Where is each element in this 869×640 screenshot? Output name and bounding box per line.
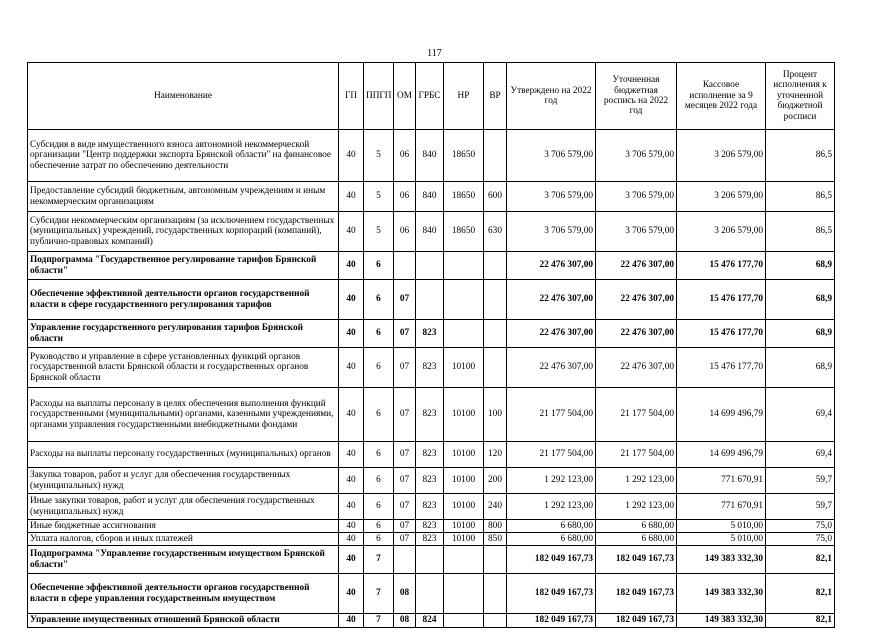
- cell-name: Расходы на выплаты персоналу в целях обеспечения выполнения функций государственными (муниципальными) органами, казенными учреждениями, органами управления государственными внебюджетными фондами: [28, 388, 339, 442]
- table-row: [28, 614, 835, 628]
- cell-approved: 22 476 307,00: [507, 348, 596, 388]
- cell-refined: 6 680,00: [596, 533, 677, 546]
- cell-nr: [444, 614, 484, 628]
- cell-ppgp: 6: [364, 520, 394, 533]
- cell-approved: 6 680,00: [507, 520, 596, 533]
- table-row: [28, 348, 835, 388]
- table-row: [28, 442, 835, 468]
- cell-cash: 771 670,91: [677, 468, 766, 494]
- cell-vr: [484, 574, 507, 614]
- cell-ppgp: 5: [364, 212, 394, 252]
- cell-cash: 3 206 579,00: [677, 130, 766, 182]
- cell-approved: 3 706 579,00: [507, 212, 596, 252]
- cell-approved: 1 292 123,00: [507, 468, 596, 494]
- table-row: [28, 468, 835, 494]
- cell-name: Иные бюджетные ассигнования: [28, 520, 339, 533]
- cell-percent: 68,9: [766, 280, 835, 320]
- cell-gp: 40: [339, 388, 364, 442]
- cell-name: Руководство и управление в сфере установленных функций органов государственной власти Брянской области и государственных органов Брянской области: [28, 348, 339, 388]
- cell-percent: 86,5: [766, 182, 835, 212]
- table-row: [28, 130, 835, 182]
- cell-cash: 5 010,00: [677, 520, 766, 533]
- cell-om: 07: [394, 533, 416, 546]
- cell-name: Подпрограмма "Государственное регулирование тарифов Брянской области": [28, 252, 339, 280]
- cell-cash: 149 383 332,30: [677, 614, 766, 628]
- cell-gp: 40: [339, 520, 364, 533]
- cell-refined: 22 476 307,00: [596, 348, 677, 388]
- cell-cash: 149 383 332,30: [677, 546, 766, 574]
- cell-refined: 21 177 504,00: [596, 388, 677, 442]
- header-name: Наименование: [28, 63, 339, 130]
- cell-gp: 40: [339, 320, 364, 348]
- cell-vr: 240: [484, 494, 507, 520]
- cell-om: 07: [394, 520, 416, 533]
- cell-nr: 10100: [444, 348, 484, 388]
- cell-approved: 3 706 579,00: [507, 182, 596, 212]
- table-row: [28, 252, 835, 280]
- cell-grbs: 824: [416, 614, 444, 628]
- header-cash: Кассовое исполнение за 9 месяцев 2022 года: [677, 63, 766, 130]
- cell-ppgp: 6: [364, 252, 394, 280]
- cell-vr: 850: [484, 533, 507, 546]
- header-ppgp: ППГП: [364, 63, 394, 130]
- cell-cash: 14 699 496,79: [677, 388, 766, 442]
- cell-percent: 69,4: [766, 388, 835, 442]
- header-gp: ГП: [339, 63, 364, 130]
- cell-name: Субсидия в виде имущественного взноса автономной некоммерческой организации "Центр поддержки экспорта Брянской области" на финансовое обеспечение затрат по обеспечению деятельности: [28, 130, 339, 182]
- cell-gp: 40: [339, 533, 364, 546]
- cell-refined: 22 476 307,00: [596, 320, 677, 348]
- header-grbs: ГРБС: [416, 63, 444, 130]
- cell-gp: 40: [339, 182, 364, 212]
- cell-percent: 82,1: [766, 546, 835, 574]
- cell-om: 07: [394, 494, 416, 520]
- cell-grbs: 840: [416, 130, 444, 182]
- cell-nr: 10100: [444, 442, 484, 468]
- cell-cash: 771 670,91: [677, 494, 766, 520]
- cell-om: [394, 546, 416, 574]
- cell-grbs: 840: [416, 212, 444, 252]
- table-row: [28, 574, 835, 614]
- cell-name: Предоставление субсидий бюджетным, автономным учреждениям и иным некоммерческим организациям: [28, 182, 339, 212]
- cell-grbs: 823: [416, 468, 444, 494]
- cell-ppgp: 7: [364, 546, 394, 574]
- table-row: [28, 520, 835, 533]
- table-row: [28, 533, 835, 546]
- cell-gp: 40: [339, 614, 364, 628]
- cell-ppgp: 5: [364, 130, 394, 182]
- cell-cash: 14 699 496,79: [677, 442, 766, 468]
- cell-grbs: 823: [416, 533, 444, 546]
- cell-nr: 18650: [444, 212, 484, 252]
- cell-cash: 15 476 177,70: [677, 320, 766, 348]
- cell-vr: [484, 280, 507, 320]
- cell-vr: 100: [484, 388, 507, 442]
- cell-percent: 75,0: [766, 520, 835, 533]
- cell-ppgp: 6: [364, 320, 394, 348]
- table-row: [28, 182, 835, 212]
- cell-nr: [444, 546, 484, 574]
- cell-nr: 10100: [444, 533, 484, 546]
- cell-grbs: 823: [416, 520, 444, 533]
- cell-grbs: 823: [416, 388, 444, 442]
- cell-gp: 40: [339, 468, 364, 494]
- cell-refined: 22 476 307,00: [596, 252, 677, 280]
- cell-vr: 600: [484, 182, 507, 212]
- cell-ppgp: 7: [364, 614, 394, 628]
- cell-percent: 59,7: [766, 468, 835, 494]
- cell-approved: 21 177 504,00: [507, 388, 596, 442]
- cell-nr: [444, 280, 484, 320]
- cell-om: [394, 252, 416, 280]
- cell-ppgp: 6: [364, 388, 394, 442]
- cell-approved: 6 680,00: [507, 533, 596, 546]
- table-row: [28, 546, 835, 574]
- cell-cash: 3 206 579,00: [677, 182, 766, 212]
- header-approved: Утверждено на 2022 год: [507, 63, 596, 130]
- cell-name: Обеспечение эффективной деятельности органов государственной власти в сфере управления государственным имуществом: [28, 574, 339, 614]
- cell-ppgp: 6: [364, 348, 394, 388]
- cell-cash: 15 476 177,70: [677, 252, 766, 280]
- cell-gp: 40: [339, 494, 364, 520]
- cell-name: Субсидии некоммерческим организациям (за исключением государственных (муниципальных) учреждений, государственных корпораций (компаний), публично-правовых компаний): [28, 212, 339, 252]
- cell-vr: [484, 348, 507, 388]
- cell-gp: 40: [339, 212, 364, 252]
- cell-approved: 3 706 579,00: [507, 130, 596, 182]
- cell-vr: [484, 614, 507, 628]
- cell-name: Подпрограмма "Управление государственным имуществом Брянской области": [28, 546, 339, 574]
- cell-nr: 10100: [444, 388, 484, 442]
- cell-name: Иные закупки товаров, работ и услуг для обеспечения государственных (муниципальных) нужд: [28, 494, 339, 520]
- cell-ppgp: 6: [364, 442, 394, 468]
- cell-cash: 15 476 177,70: [677, 348, 766, 388]
- cell-nr: [444, 574, 484, 614]
- cell-approved: 182 049 167,73: [507, 574, 596, 614]
- cell-nr: 18650: [444, 130, 484, 182]
- cell-gp: 40: [339, 280, 364, 320]
- cell-cash: 3 206 579,00: [677, 212, 766, 252]
- cell-gp: 40: [339, 442, 364, 468]
- cell-grbs: 823: [416, 348, 444, 388]
- cell-nr: 10100: [444, 520, 484, 533]
- cell-refined: 3 706 579,00: [596, 182, 677, 212]
- cell-vr: [484, 252, 507, 280]
- header-nr: НР: [444, 63, 484, 130]
- cell-ppgp: 7: [364, 574, 394, 614]
- table-row: [28, 388, 835, 442]
- cell-om: 06: [394, 212, 416, 252]
- cell-ppgp: 6: [364, 280, 394, 320]
- cell-name: Управление имущественных отношений Брянской области: [28, 614, 339, 628]
- cell-ppgp: 6: [364, 494, 394, 520]
- cell-percent: 75,0: [766, 533, 835, 546]
- cell-om: 07: [394, 388, 416, 442]
- cell-nr: [444, 320, 484, 348]
- cell-grbs: 840: [416, 182, 444, 212]
- cell-cash: 5 010,00: [677, 533, 766, 546]
- cell-percent: 86,5: [766, 212, 835, 252]
- cell-grbs: 823: [416, 320, 444, 348]
- cell-vr: 630: [484, 212, 507, 252]
- cell-gp: 40: [339, 574, 364, 614]
- cell-om: 07: [394, 442, 416, 468]
- cell-percent: 86,5: [766, 130, 835, 182]
- table-header-row: [28, 63, 835, 130]
- cell-vr: 800: [484, 520, 507, 533]
- cell-refined: 1 292 123,00: [596, 494, 677, 520]
- cell-percent: 69,4: [766, 442, 835, 468]
- cell-vr: [484, 320, 507, 348]
- cell-refined: 6 680,00: [596, 520, 677, 533]
- cell-om: 07: [394, 280, 416, 320]
- cell-approved: 22 476 307,00: [507, 252, 596, 280]
- cell-ppgp: 6: [364, 468, 394, 494]
- header-om: ОМ: [394, 63, 416, 130]
- cell-percent: 82,1: [766, 574, 835, 614]
- cell-gp: 40: [339, 130, 364, 182]
- table-row: [28, 212, 835, 252]
- cell-refined: 182 049 167,73: [596, 574, 677, 614]
- cell-approved: 21 177 504,00: [507, 442, 596, 468]
- cell-vr: [484, 546, 507, 574]
- cell-om: 08: [394, 614, 416, 628]
- cell-percent: 68,9: [766, 252, 835, 280]
- cell-approved: 1 292 123,00: [507, 494, 596, 520]
- cell-percent: 68,9: [766, 348, 835, 388]
- cell-name: Расходы на выплаты персоналу государственных (муниципальных) органов: [28, 442, 339, 468]
- table-body: [28, 130, 835, 628]
- cell-refined: 3 706 579,00: [596, 212, 677, 252]
- cell-nr: 18650: [444, 182, 484, 212]
- cell-vr: 200: [484, 468, 507, 494]
- table-row: [28, 280, 835, 320]
- cell-approved: 182 049 167,73: [507, 614, 596, 628]
- header-percent: Процент исполнения к уточненной бюджетной росписи: [766, 63, 835, 130]
- cell-refined: 182 049 167,73: [596, 614, 677, 628]
- cell-grbs: [416, 574, 444, 614]
- cell-gp: 40: [339, 252, 364, 280]
- header-refined: Уточненная бюджетная роспись на 2022 год: [596, 63, 677, 130]
- cell-nr: [444, 252, 484, 280]
- page-number: 117: [427, 48, 442, 59]
- cell-vr: [484, 130, 507, 182]
- cell-refined: 22 476 307,00: [596, 280, 677, 320]
- cell-refined: 1 292 123,00: [596, 468, 677, 494]
- cell-om: 07: [394, 348, 416, 388]
- cell-ppgp: 5: [364, 182, 394, 212]
- cell-cash: 149 383 332,30: [677, 574, 766, 614]
- cell-name: Уплата налогов, сборов и иных платежей: [28, 533, 339, 546]
- cell-approved: 22 476 307,00: [507, 320, 596, 348]
- cell-om: 07: [394, 320, 416, 348]
- cell-name: Управление государственного регулирования тарифов Брянской области: [28, 320, 339, 348]
- cell-ppgp: 6: [364, 533, 394, 546]
- cell-grbs: [416, 546, 444, 574]
- cell-refined: 3 706 579,00: [596, 130, 677, 182]
- cell-om: 08: [394, 574, 416, 614]
- cell-name: Закупка товаров, работ и услуг для обеспечения государственных (муниципальных) нужд: [28, 468, 339, 494]
- cell-gp: 40: [339, 348, 364, 388]
- budget-table: [27, 62, 835, 628]
- cell-approved: 22 476 307,00: [507, 280, 596, 320]
- cell-percent: 59,7: [766, 494, 835, 520]
- cell-om: 06: [394, 182, 416, 212]
- cell-grbs: 823: [416, 442, 444, 468]
- cell-percent: 82,1: [766, 614, 835, 628]
- cell-percent: 68,9: [766, 320, 835, 348]
- cell-nr: 10100: [444, 468, 484, 494]
- cell-grbs: [416, 252, 444, 280]
- cell-name: Обеспечение эффективной деятельности органов государственной власти в сфере государственного регулирования тарифов: [28, 280, 339, 320]
- cell-om: 07: [394, 468, 416, 494]
- cell-grbs: 823: [416, 494, 444, 520]
- table-row: [28, 494, 835, 520]
- cell-om: 06: [394, 130, 416, 182]
- cell-cash: 15 476 177,70: [677, 280, 766, 320]
- table-row: [28, 320, 835, 348]
- cell-nr: 10100: [444, 494, 484, 520]
- cell-approved: 182 049 167,73: [507, 546, 596, 574]
- cell-grbs: [416, 280, 444, 320]
- cell-gp: 40: [339, 546, 364, 574]
- cell-refined: 21 177 504,00: [596, 442, 677, 468]
- header-vr: ВР: [484, 63, 507, 130]
- cell-vr: 120: [484, 442, 507, 468]
- cell-refined: 182 049 167,73: [596, 546, 677, 574]
